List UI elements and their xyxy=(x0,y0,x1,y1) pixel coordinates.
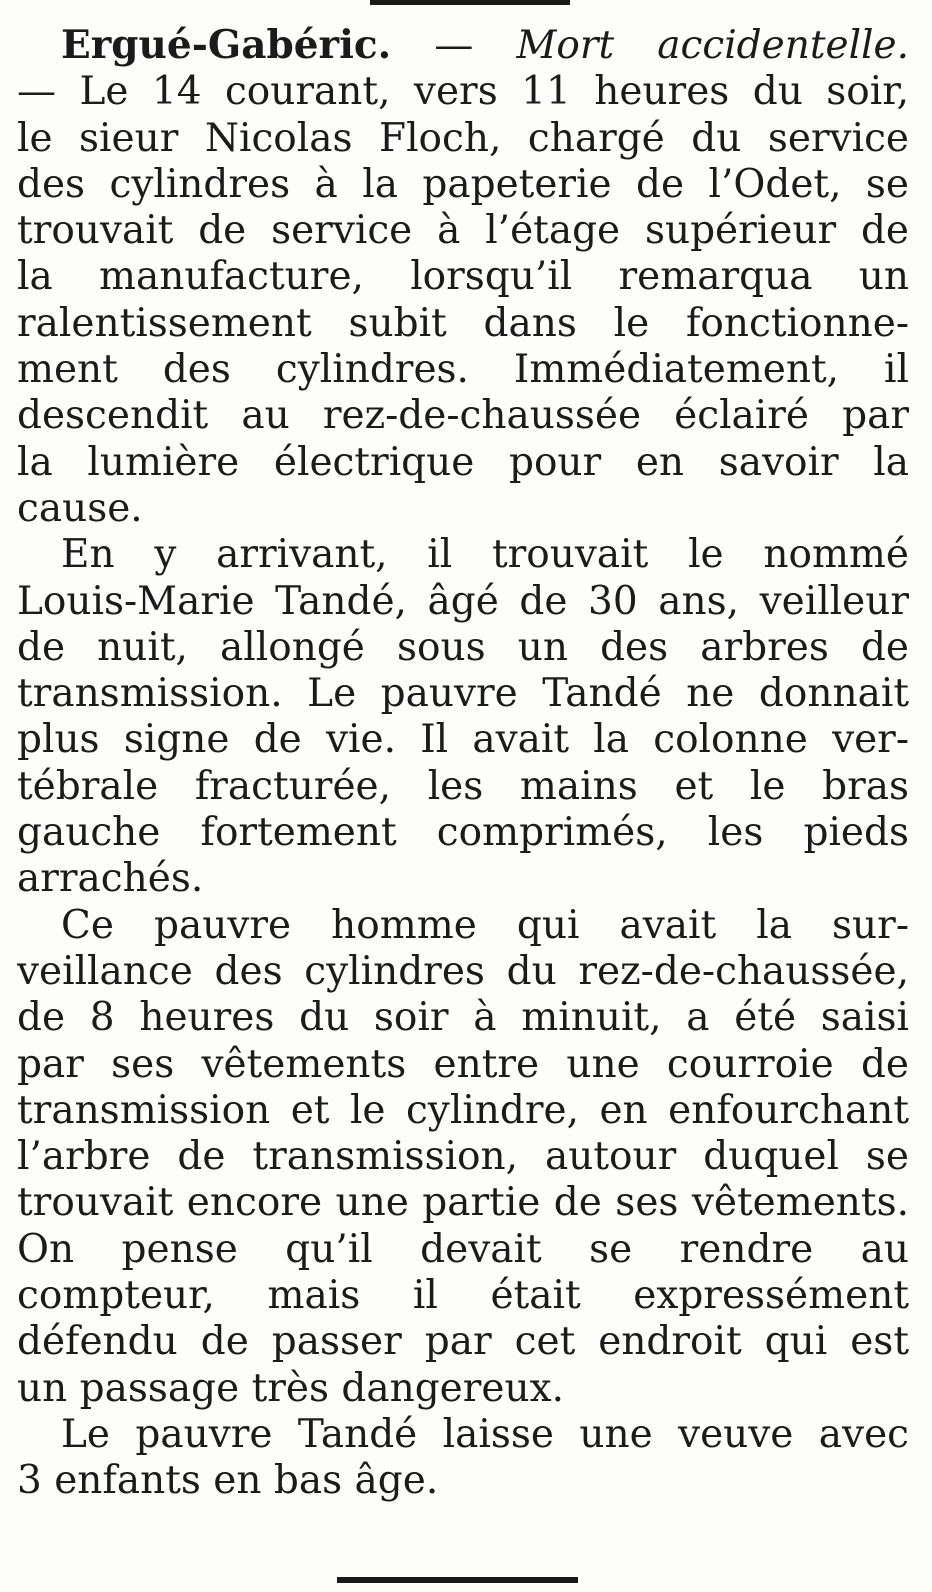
text-line: de 8 heures du soir à minuit, a été saisi xyxy=(17,995,909,1041)
text-line: arrachés. xyxy=(17,856,204,902)
text-line: En y arrivant, il trouvait le nommé xyxy=(61,532,909,578)
text-line: des cylindres à la papeterie de l’Odet, se xyxy=(17,161,909,207)
text-line: transmission. Le pauvre Tandé ne donnait xyxy=(17,671,909,717)
headline-title: Mort accidentelle. xyxy=(516,23,909,68)
text-line: Louis-Marie Tandé, âgé de 30 ans, veilleur xyxy=(17,578,909,624)
text-line: descendit au rez-de-chaussée éclairé par xyxy=(17,393,909,439)
text-line: trouvait de service à l’étage supérieur de xyxy=(17,208,909,254)
text-line: Ce pauvre homme qui avait la sur- xyxy=(61,902,909,948)
text-line: 3 enfants en bas âge. xyxy=(17,1458,439,1504)
text-line: compteur, mais il était expressément xyxy=(17,1273,909,1319)
article-paragraph xyxy=(17,69,909,532)
article-paragraph xyxy=(17,532,909,902)
headline-dash: — xyxy=(391,23,517,68)
headline-place: Ergué-Gabéric. xyxy=(61,22,392,68)
text-line: transmission et le cylindre, en enfourchant xyxy=(17,1087,909,1133)
text-line: par ses vêtements entre une courroie de xyxy=(17,1041,909,1087)
text-line: défendu de passer par cet endroit qui est xyxy=(17,1319,909,1365)
text-line: tébrale fracturée, les mains et le bras xyxy=(17,763,909,809)
text-line: la manufacture, lorsqu’il remarqua un xyxy=(17,254,909,300)
bottom-divider xyxy=(337,1577,578,1583)
text-line: gauche fortement comprimés, les pieds xyxy=(17,810,909,856)
article-body xyxy=(17,69,909,1504)
text-line: veillance des cylindres du rez-de-chaussée, xyxy=(17,948,909,994)
text-line: cause. xyxy=(17,485,143,531)
text-line: — Le 14 courant, vers 11 heures du soir, xyxy=(17,69,909,115)
article-paragraph xyxy=(17,903,909,1412)
text-line: le sieur Nicolas Floch, chargé du service xyxy=(17,115,909,161)
text-line: trouvait encore une partie de ses vêtements. xyxy=(17,1180,909,1226)
text-line: un passage très dangereux. xyxy=(17,1365,564,1411)
text-line: plus signe de vie. Il avait la colonne ver- xyxy=(17,717,909,763)
text-line: ment des cylindres. Immédiatement, il xyxy=(17,347,909,393)
top-divider xyxy=(370,0,570,5)
text-line: de nuit, allongé sous un des arbres de xyxy=(17,624,909,670)
text-line: ralentissement subit dans le fonctionne- xyxy=(17,300,909,346)
headline xyxy=(17,22,909,69)
text-line: On pense qu’il devait se rendre au xyxy=(17,1226,909,1272)
text-line: l’arbre de transmission, autour duquel se xyxy=(17,1134,909,1180)
article-paragraph xyxy=(17,1412,909,1505)
text-line: Le pauvre Tandé laisse une veuve avec xyxy=(61,1411,909,1457)
article xyxy=(17,22,909,1505)
text-line: la lumière électrique pour en savoir la xyxy=(17,439,909,485)
